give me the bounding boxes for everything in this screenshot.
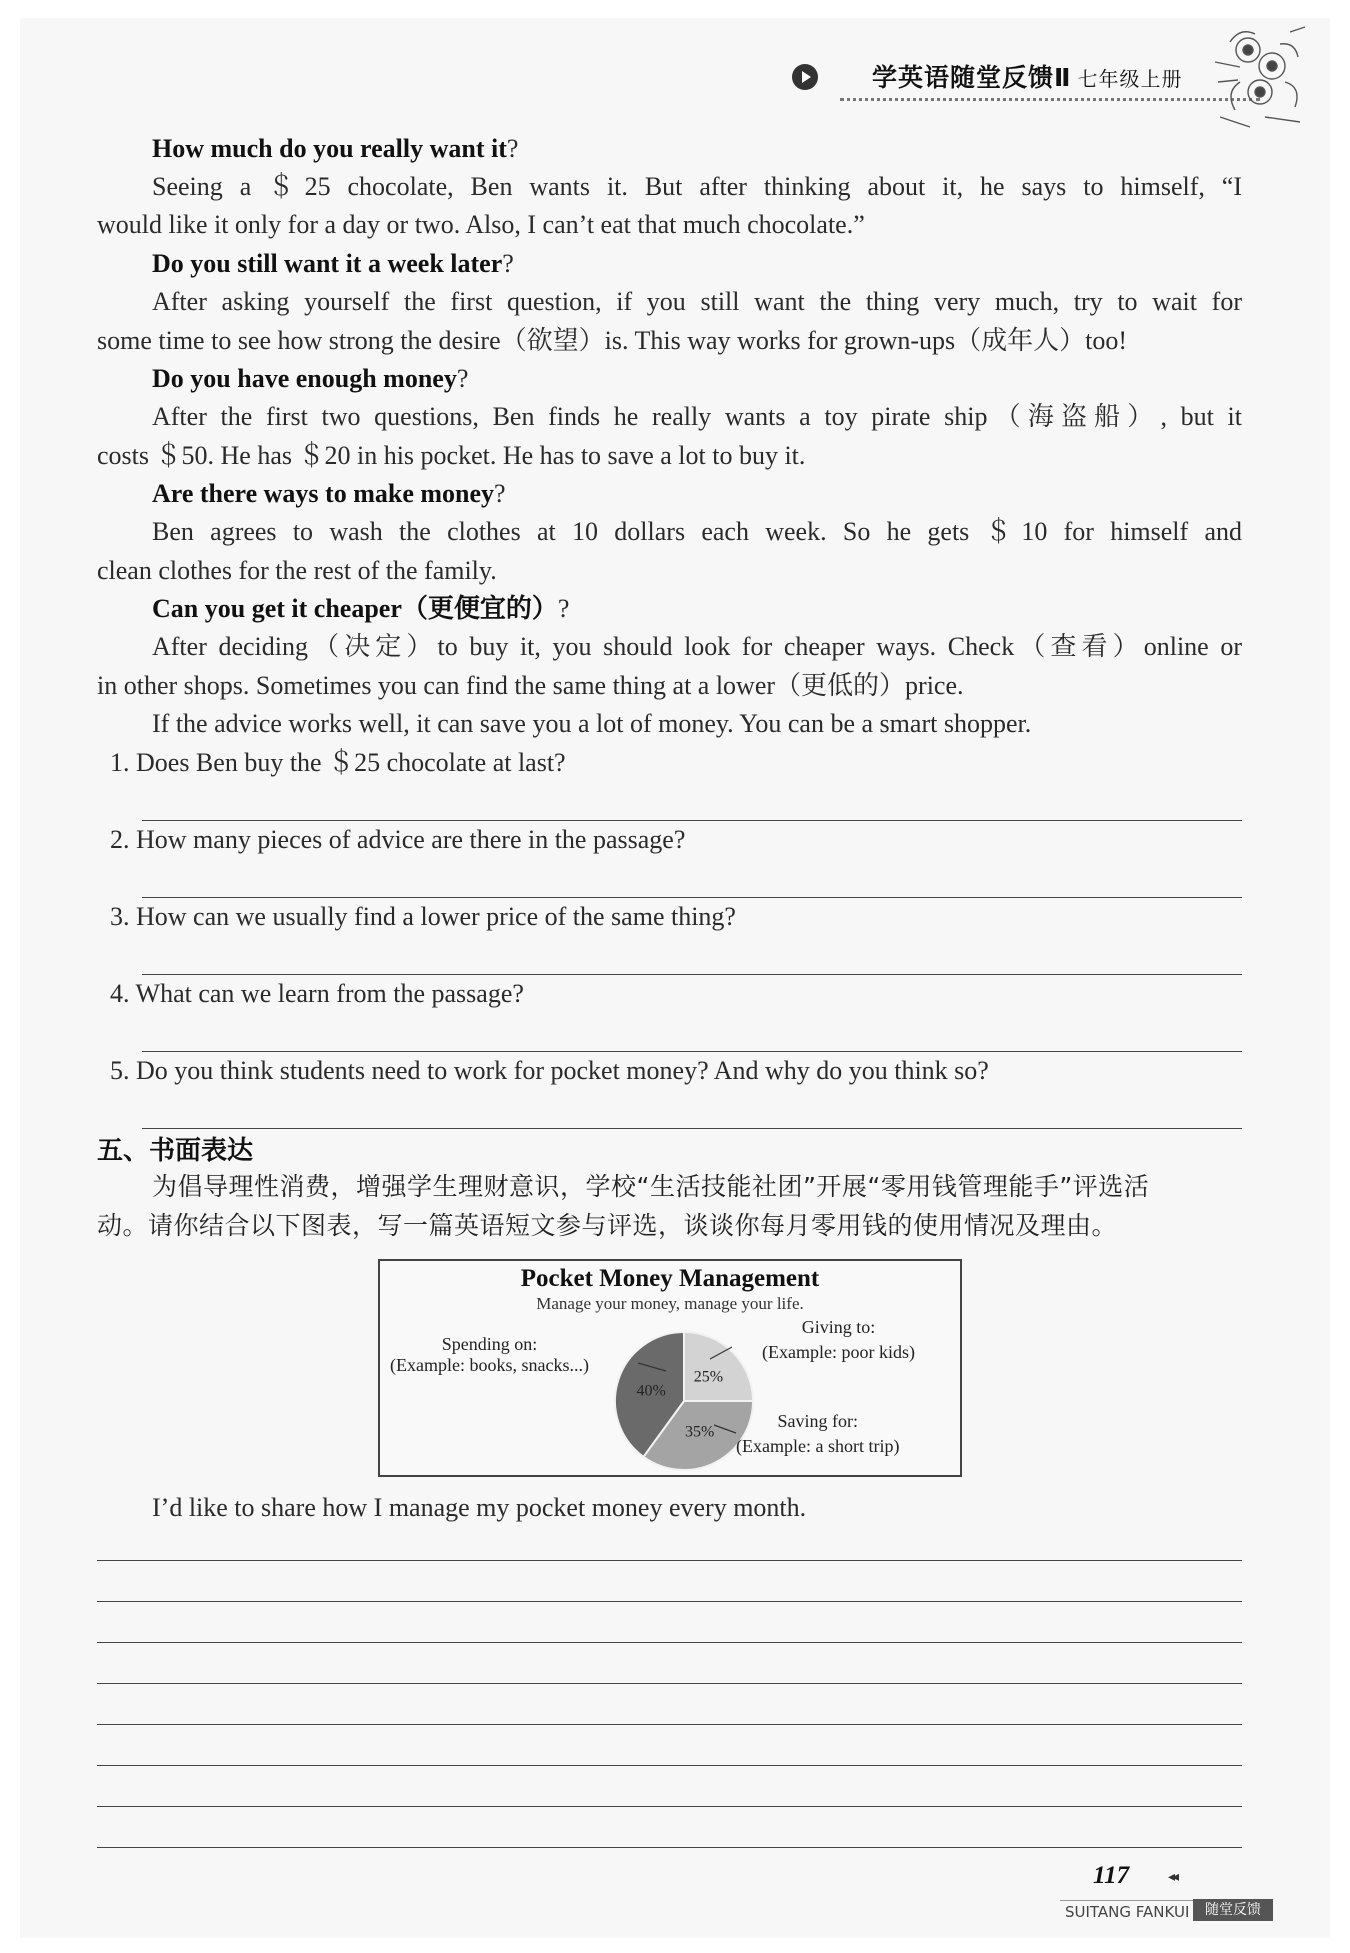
- writing-starter: I’d like to share how I manage my pocket money every month.: [152, 1493, 807, 1522]
- heading-q5: Can you get it cheaper（更便宜的）?: [152, 594, 570, 623]
- spending-caption: Spending on: (Example: books, snacks...): [390, 1334, 589, 1375]
- question-4: 4. What can we learn from the passage?: [110, 979, 524, 1008]
- paragraph-5-line-2: in other shops. Sometimes you can find the same thing at a lower（更低的）price.: [97, 671, 964, 700]
- paragraph-2-line-1: After asking yourself the first question, if you still want the thing very much, try to wait for: [152, 287, 1242, 316]
- writing-line-1[interactable]: [97, 1560, 1242, 1561]
- question-2: 2. How many pieces of advice are there in the passage?: [110, 825, 686, 854]
- instruction-line-1: 为倡导理性消费，增强学生理财意识，学校“生活技能社团”开展“零用钱管理能手”评选活: [152, 1172, 1150, 1201]
- pie-chart-box: [378, 1259, 962, 1477]
- footer-brand: SUITANG FANKUI: [1065, 1903, 1190, 1921]
- paragraph-6: If the advice works well, it can save you a lot of money. You can be a smart shopper.: [152, 709, 1032, 738]
- writing-line-5[interactable]: [97, 1724, 1242, 1725]
- writing-line-3[interactable]: [97, 1642, 1242, 1643]
- chart-title: Pocket Money Management: [520, 1265, 820, 1292]
- pie-label-saving-for: 35%: [684, 1423, 715, 1441]
- section-title: 五、书面表达: [97, 1136, 254, 1166]
- heading-q2: Do you still want it a week later?: [152, 249, 514, 278]
- arrows-icon: ◂◂: [1168, 1869, 1177, 1885]
- play-icon: [792, 64, 818, 90]
- heading-q3: Do you have enough money?: [152, 364, 469, 393]
- pie-slice-giving-to: [684, 1332, 753, 1401]
- writing-line-8[interactable]: [97, 1847, 1242, 1848]
- instruction-line-2: 动。请你结合以下图表，写一篇英语短文参与评选，谈谈你每月零用钱的使用情况及理由。: [97, 1211, 1118, 1240]
- paragraph-2-line-2: some time to see how strong the desire（欲望）is. This way works for grown-ups（成年人）too!: [97, 326, 1128, 355]
- header-dotted-rule: [840, 98, 1260, 101]
- question-3: 3. How can we usually find a lower price of the same thing?: [110, 902, 736, 931]
- page-number: 117: [1093, 1862, 1130, 1889]
- flower-decoration-icon: [1210, 22, 1310, 132]
- paragraph-4-line-2: clean clothes for the rest of the family.: [97, 556, 497, 585]
- writing-line-7[interactable]: [97, 1806, 1242, 1807]
- writing-line-4[interactable]: [97, 1683, 1242, 1684]
- book-title: 学英语随堂反馈Ⅱ 七年级上册: [872, 63, 1183, 92]
- paragraph-1-line-1: Seeing a ＄25 chocolate, Ben wants it. But after thinking about it, he says to himself, “I: [152, 172, 1242, 201]
- heading-q1: How much do you really want it?: [152, 134, 519, 163]
- question-1: 1. Does Ben buy the ＄25 chocolate at last?: [110, 748, 566, 777]
- paragraph-3-line-2: costs ＄50. He has ＄20 in his pocket. He has to save a lot to buy it.: [97, 441, 806, 470]
- writing-line-6[interactable]: [97, 1765, 1242, 1766]
- question-5: 5. Do you think students need to work for pocket money? And why do you think so?: [110, 1056, 989, 1085]
- paragraph-5-line-1: After deciding（决定）to buy it, you should look for cheaper ways. Check（查看）online or: [152, 632, 1242, 661]
- paragraph-4-line-1: Ben agrees to wash the clothes at 10 dollars each week. So he gets ＄10 for himself and: [152, 517, 1242, 546]
- paragraph-3-line-1: After the first two questions, Ben finds he really wants a toy pirate ship（海盗船）, but it: [152, 402, 1242, 431]
- giving-caption: Giving to: (Example: poor kids): [762, 1317, 915, 1362]
- saving-caption: Saving for: (Example: a short trip): [736, 1411, 900, 1456]
- pie-label-giving-to: 25%: [693, 1368, 724, 1386]
- paragraph-1-line-2: would like it only for a day or two. Also, I can’t eat that much chocolate.”: [97, 210, 865, 239]
- answer-line-5[interactable]: [142, 1128, 1242, 1129]
- heading-q4: Are there ways to make money?: [152, 479, 506, 508]
- writing-line-2[interactable]: [97, 1601, 1242, 1602]
- pie-label-spending-on: 40%: [636, 1382, 666, 1400]
- chart-subtitle: Manage your money, manage your life.: [536, 1294, 804, 1313]
- footer-badge: 随堂反馈: [1193, 1899, 1273, 1921]
